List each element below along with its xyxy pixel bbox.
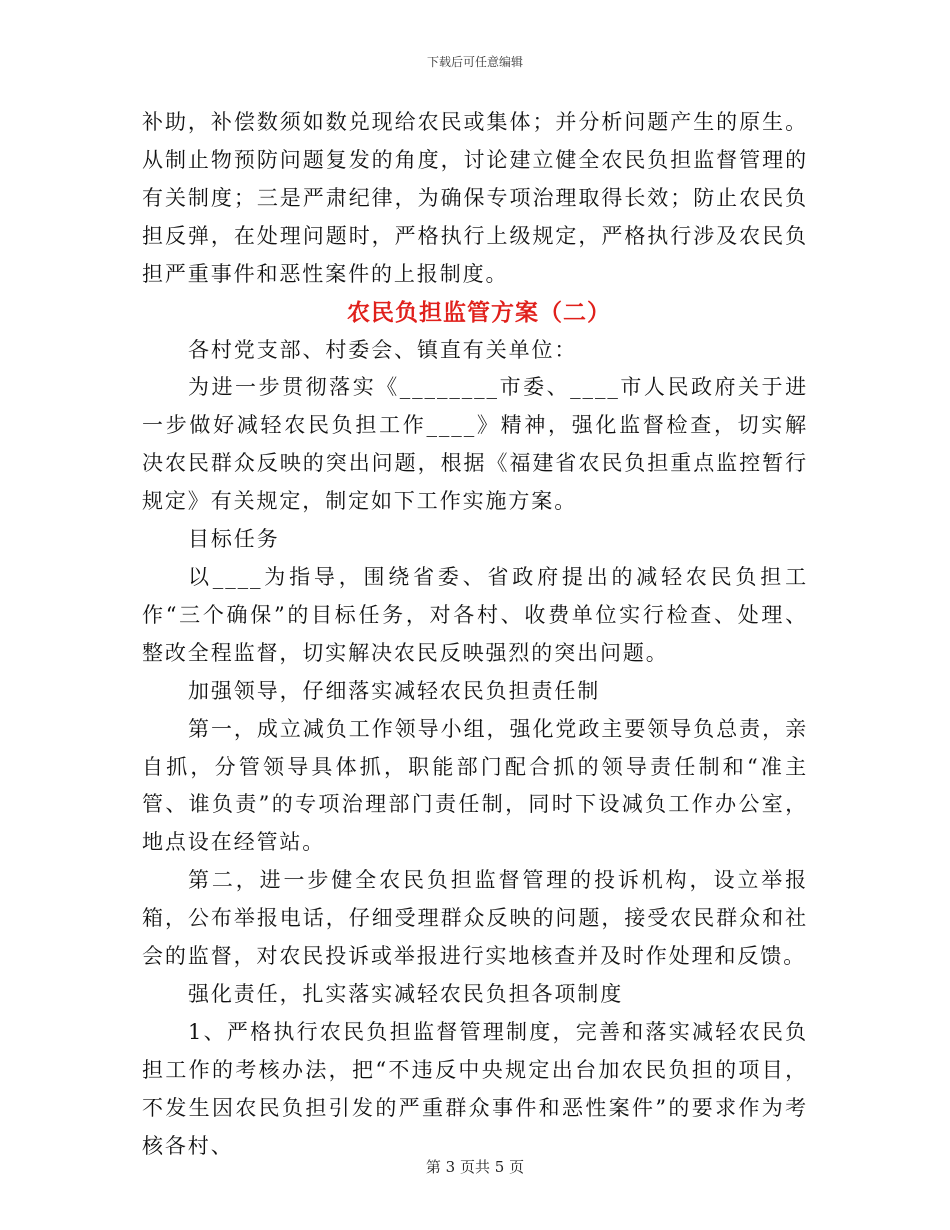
heading-responsibility: 强化责任，扎实落实减轻农民负担各项制度 — [188, 981, 624, 1006]
paragraph-target-task: 以____为指导，围绕省委、省政府提出的减轻农民负担工作“三个确保”的目标任务，对各村、收费单位实行检查、处理、整改全程监督，切实解决农民反映强烈的突出问题。 — [142, 564, 808, 665]
paragraph-continuation: 补助，补偿数须如数兑现给农民或集体；并分析问题产生的原生。从制止物预防问题复发的角度，讨论建立健全农民负担监督管理的有关制度；三是严肃纪律，为确保专项治理取得长效；防止农民负担反弹，在处理问题时，严格执行上级规定，严格执行涉及农民负担严重事件和恶性案件的上报制度。 — [142, 110, 808, 286]
paragraph-second: 第二，进一步健全农民负担监督管理的投诉机构，设立举报箱，公布举报电话，仔细受理群众反映的问题，接受农民群众和社会的监督，对农民投诉或举报进行实地核查并及时作处理和反馈。 — [142, 868, 808, 969]
heading-leadership: 加强领导，仔细落实减轻农民负担责任制 — [188, 678, 601, 703]
paragraph-intro: 为进一步贯彻落实《________市委、____市人民政府关于进一步做好减轻农民负担工作____》精神，强化监督检查，切实解决农民群众反映的突出问题，根据《福建省农民负担重点监控暂行规定》有关规定，制定如下工作实施方案。 — [142, 375, 808, 514]
paragraph-item-1: 1、严格执行农民负担监督管理制度，完善和落实减轻农民负担工作的考核办法，把“不违反中央规定出台加农民负担的项目，不发生因农民负担引发的严重群众事件和恶性案件”的要求作为考核各村、 — [142, 1019, 808, 1158]
paragraph-first: 第一，成立减负工作领导小组，强化党政主要领导负总责，亲自抓，分管领导具体抓，职能部门配合抓的领导责任制和“准主管、谁负责”的专项治理部门责任制，同时下设减负工作办公室，地点设在经管站。 — [142, 716, 808, 855]
document-body — [142, 104, 808, 1165]
page-number: 第 3 页共 5 页 — [425, 1158, 525, 1176]
heading-target-task: 目标任务 — [188, 527, 280, 552]
section-title: 农民负担监管方案（二） — [347, 298, 611, 326]
page-header: 下载后可任意编辑 — [426, 55, 523, 69]
paragraph-salutation: 各村党支部、村委会、镇直有关单位： — [188, 337, 578, 362]
